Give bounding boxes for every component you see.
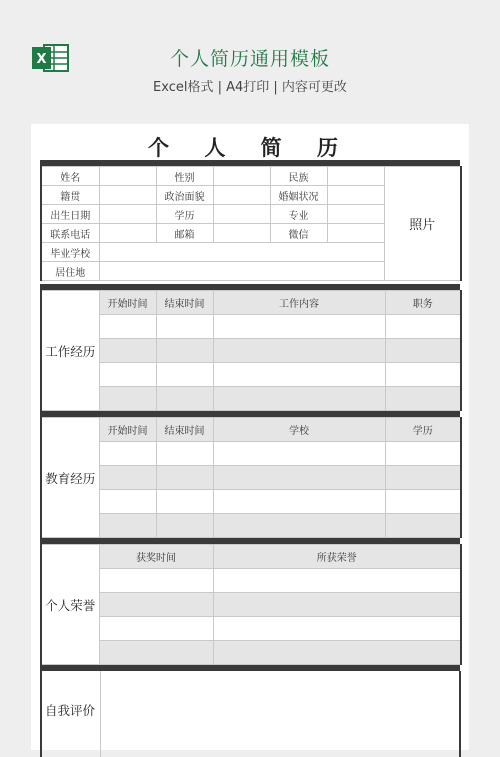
label-gender: 性别 <box>156 167 213 186</box>
svg-text:X: X <box>36 52 47 67</box>
page-subtitle: Excel格式 | A4打印 | 内容可更改 <box>153 80 347 95</box>
value-birth-date[interactable] <box>99 205 156 224</box>
work-section-label: 工作经历 <box>41 291 99 411</box>
label-marital-status: 婚姻状况 <box>270 186 327 205</box>
work-header-position: 职务 <box>385 291 461 315</box>
value-major[interactable] <box>327 205 384 224</box>
value-phone[interactable] <box>99 224 156 243</box>
table-row[interactable] <box>41 339 461 363</box>
table-row[interactable] <box>41 514 461 538</box>
resume-sheet <box>31 124 469 750</box>
label-major: 专业 <box>270 205 327 224</box>
table-row[interactable] <box>41 466 461 490</box>
label-ethnicity: 民族 <box>270 167 327 186</box>
value-hometown[interactable] <box>99 186 156 205</box>
label-degree: 学历 <box>156 205 213 224</box>
self-eval-input[interactable] <box>99 671 461 757</box>
table-row[interactable] <box>41 363 461 387</box>
honors-header-award: 所获荣誉 <box>213 545 461 569</box>
value-political-status[interactable] <box>213 186 270 205</box>
table-row[interactable] <box>41 641 461 665</box>
label-birth-date: 出生日期 <box>41 205 99 224</box>
value-address[interactable] <box>99 262 384 281</box>
education-section-label: 教育经历 <box>41 418 99 538</box>
photo-cell[interactable]: 照片 <box>384 167 461 281</box>
honors-section-label: 个人荣誉 <box>41 545 99 665</box>
template-header <box>0 0 500 118</box>
value-ethnicity[interactable] <box>327 167 384 186</box>
work-header-start: 开始时间 <box>99 291 156 315</box>
table-row[interactable] <box>41 617 461 641</box>
table-row[interactable] <box>41 593 461 617</box>
table-row[interactable] <box>41 490 461 514</box>
education-table <box>40 417 462 538</box>
honors-header-time: 获奖时间 <box>99 545 213 569</box>
edu-header-start: 开始时间 <box>99 418 156 442</box>
label-political-status: 政治面貌 <box>156 186 213 205</box>
work-header-content: 工作内容 <box>213 291 385 315</box>
work-header-end: 结束时间 <box>156 291 213 315</box>
table-row[interactable] <box>41 315 461 339</box>
edu-header-school: 学校 <box>213 418 385 442</box>
value-email[interactable] <box>213 224 270 243</box>
basic-info-table <box>40 166 462 281</box>
label-address: 居住地 <box>41 262 99 281</box>
value-wechat[interactable] <box>327 224 384 243</box>
value-gender[interactable] <box>213 167 270 186</box>
label-name: 姓名 <box>41 167 99 186</box>
value-marital-status[interactable] <box>327 186 384 205</box>
table-row[interactable] <box>41 569 461 593</box>
table-row[interactable] <box>41 442 461 466</box>
value-name[interactable] <box>99 167 156 186</box>
label-wechat: 微信 <box>270 224 327 243</box>
label-phone: 联系电话 <box>41 224 99 243</box>
label-school: 毕业学校 <box>41 243 99 262</box>
edu-header-end: 结束时间 <box>156 418 213 442</box>
self-eval-section-label <box>40 671 101 757</box>
label-hometown: 籍贯 <box>41 186 99 205</box>
value-school[interactable] <box>99 243 384 262</box>
work-experience-table <box>40 290 462 411</box>
edu-header-degree: 学历 <box>385 418 461 442</box>
value-degree[interactable] <box>213 205 270 224</box>
honors-table <box>40 544 462 665</box>
table-row[interactable] <box>41 387 461 411</box>
self-eval-label-text: 自我评价 <box>45 703 96 718</box>
page-title: 个人简历通用模板 <box>169 48 330 70</box>
resume-title: 个 人 简 历 <box>148 136 352 160</box>
label-email: 邮箱 <box>156 224 213 243</box>
